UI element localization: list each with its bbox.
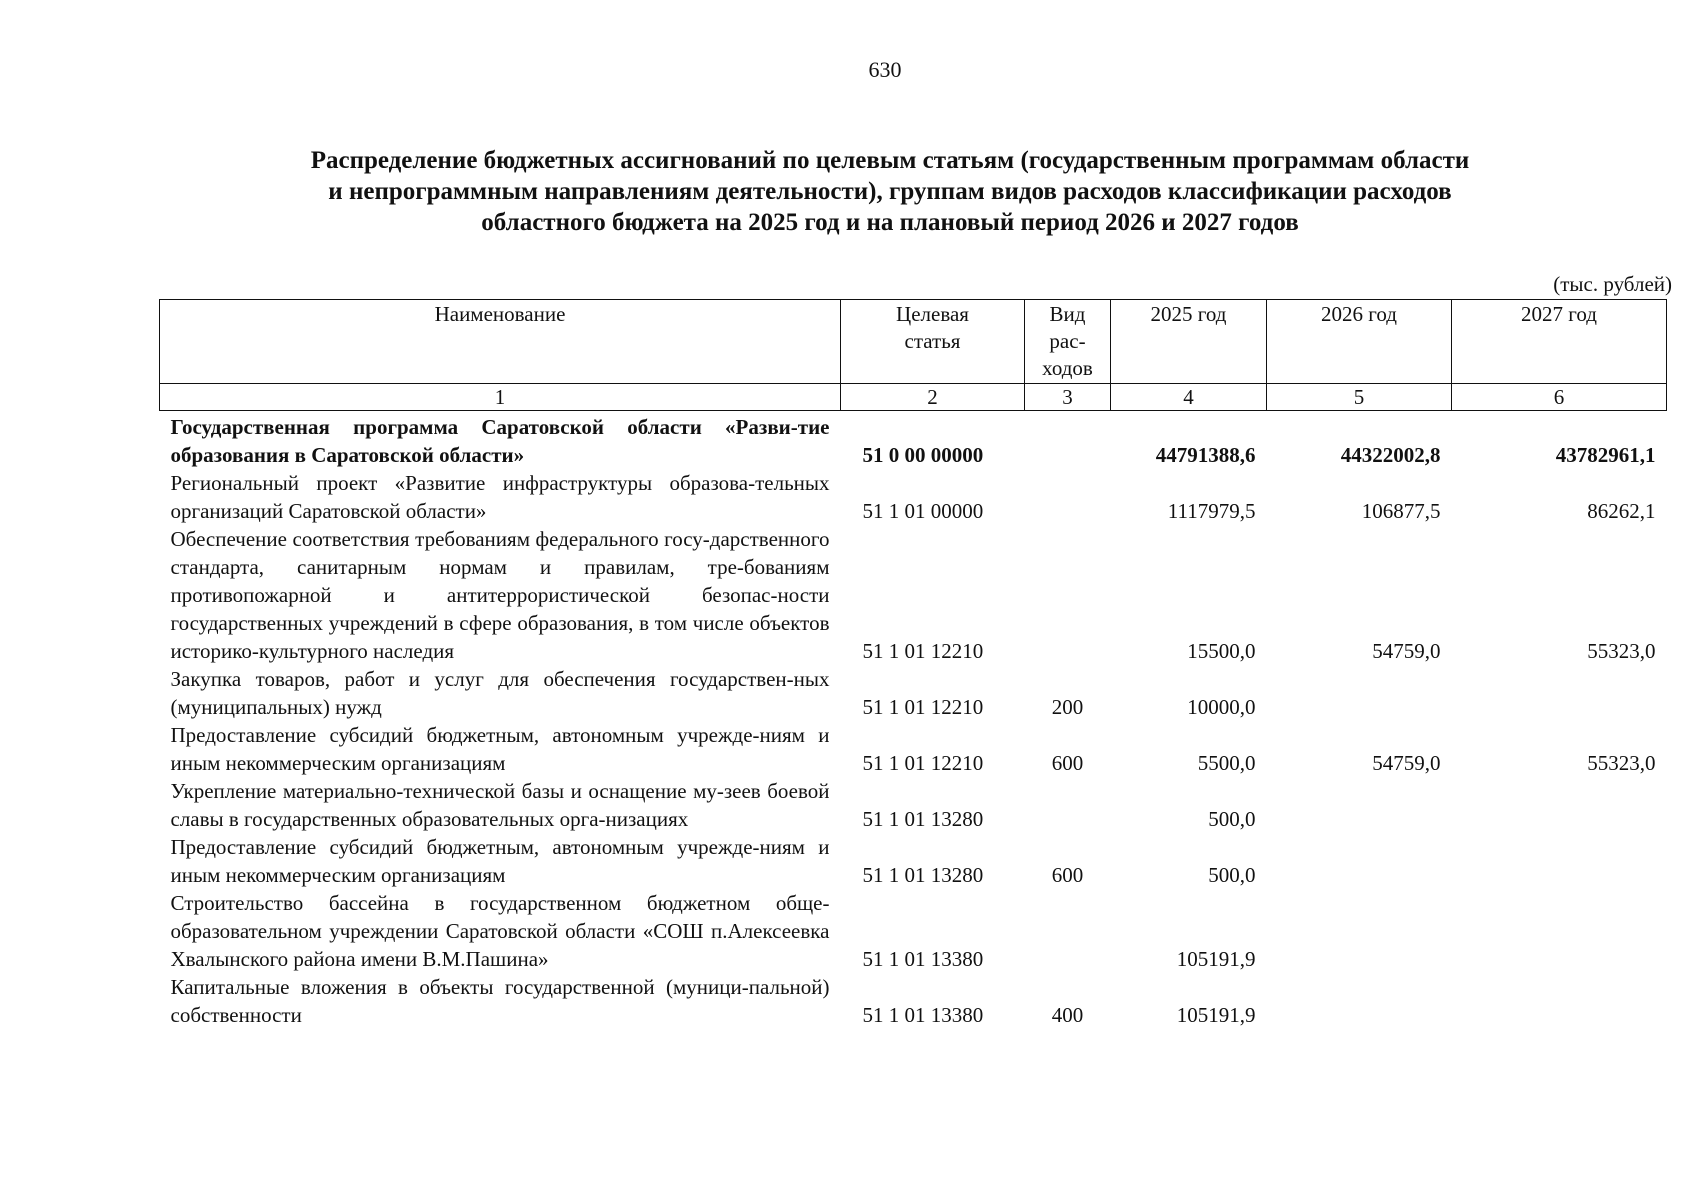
row-amount-2025: 500,0: [1208, 863, 1256, 887]
row-target-article: 51 1 01 12210: [862, 639, 984, 663]
row-target-article: 51 1 01 13280: [862, 863, 984, 887]
row-target-article: 51 1 01 00000: [862, 499, 984, 523]
document-title: [190, 145, 1590, 238]
header-target-line1: Целевая: [896, 302, 969, 326]
row-expense-kind: [1025, 411, 1111, 470]
header-name: Наименование: [160, 300, 841, 384]
table-row: [160, 973, 1667, 1029]
row-amount-2025: 105191,9: [1176, 1003, 1256, 1027]
row-expense-kind: 400: [1051, 1003, 1084, 1027]
title-line-3: областного бюджета на 2025 год и на плановый период 2026 и 2027 годов: [481, 209, 1299, 236]
column-number: 5: [1267, 384, 1452, 411]
row-amount-2026: [1267, 973, 1452, 1029]
header-row: [160, 300, 1667, 384]
header-expense-kind: [1025, 300, 1111, 384]
row-amount-2025: 105191,9: [1176, 947, 1256, 971]
row-amount-2026: 54759,0: [1372, 639, 1441, 663]
row-amount-2025: 1117979,5: [1167, 499, 1256, 523]
row-expense-kind: 200: [1051, 695, 1084, 719]
header-target-line2: статья: [904, 329, 961, 353]
row-target-article: 51 1 01 13380: [862, 1003, 984, 1027]
title-line-2: и непрограммным направлениям деятельности), группам видов расходов классификации расходов: [328, 178, 1452, 205]
row-name: Государственная программа Саратовской области «Разви-тие образования в Саратовской области»: [170, 415, 830, 467]
row-expense-kind: [1025, 525, 1111, 665]
row-amount-2026: 54759,0: [1372, 751, 1441, 775]
row-expense-kind: 600: [1051, 751, 1084, 775]
column-number: 3: [1025, 384, 1111, 411]
row-expense-kind: [1025, 777, 1111, 833]
row-amount-2026: 106877,5: [1361, 499, 1441, 523]
table-row: [160, 777, 1667, 833]
row-target-article: 51 1 01 12210: [862, 695, 984, 719]
column-number-row: [160, 384, 1667, 411]
header-kind-line2: рас-: [1049, 329, 1086, 353]
header-2025: 2025 год: [1111, 300, 1267, 384]
row-name: Строительство бассейна в государственном бюджетном обще-образовательном учреждении Саратовской области «СОШ п.Алексеевка Хвалынского района имени В.М.Пашина»: [170, 891, 830, 971]
row-amount-2027: [1452, 665, 1667, 721]
row-amount-2025: 15500,0: [1187, 639, 1256, 663]
table-row: [160, 469, 1667, 525]
row-name: Предоставление субсидий бюджетным, автономным учрежде-ниям и иным некоммерческим организациям: [170, 835, 830, 887]
row-target-article: 51 0 00 00000: [862, 443, 984, 467]
row-amount-2027: [1452, 889, 1667, 973]
table-row: [160, 889, 1667, 973]
page-number: 630: [868, 57, 902, 82]
table-row: [160, 721, 1667, 777]
header-2026: 2026 год: [1267, 300, 1452, 384]
header-target-article: [841, 300, 1025, 384]
row-amount-2025: 5500,0: [1197, 751, 1256, 775]
header-2027: 2027 год: [1452, 300, 1667, 384]
row-amount-2027: [1452, 833, 1667, 889]
row-expense-kind: 600: [1051, 863, 1084, 887]
row-expense-kind: [1025, 469, 1111, 525]
row-amount-2027: 55323,0: [1587, 639, 1656, 663]
row-target-article: 51 1 01 13280: [862, 807, 984, 831]
row-name: Капитальные вложения в объекты государственной (муници-пальной) собственности: [170, 975, 830, 1027]
row-name: Закупка товаров, работ и услуг для обеспечения государствен-ных (муниципальных) нужд: [170, 667, 830, 719]
column-number: 4: [1111, 384, 1267, 411]
row-expense-kind: [1025, 889, 1111, 973]
column-number: 1: [160, 384, 841, 411]
row-name: Укрепление материально-технической базы и оснащение му-зеев боевой славы в государственных образовательных орга-низациях: [170, 779, 830, 831]
table-row: [160, 411, 1667, 470]
title-line-1: Распределение бюджетных ассигнований по целевым статьям (государственным программам области: [310, 147, 1470, 174]
table-row: [160, 665, 1667, 721]
row-amount-2027: 55323,0: [1587, 751, 1656, 775]
row-target-article: 51 1 01 13380: [862, 947, 984, 971]
row-amount-2027: [1452, 777, 1667, 833]
row-name: Обеспечение соответствия требованиям федерального госу-дарственного стандарта, санитарным нормам и правилам, тре-бованиям противопожарной и антитеррористической безопас-ности государственных учреждений в сфере образования, в том числе объектов историко-культурного наследия: [170, 527, 830, 663]
units-label: (тыс. рублей): [1553, 272, 1672, 296]
header-kind-line3: ходов: [1042, 356, 1093, 380]
column-number: 2: [841, 384, 1025, 411]
row-amount-2025: 44791388,6: [1155, 443, 1256, 467]
row-amount-2027: [1452, 973, 1667, 1029]
row-amount-2026: [1267, 665, 1452, 721]
header-kind-line1: Вид: [1049, 302, 1086, 326]
column-number: 6: [1452, 384, 1667, 411]
row-amount-2026: [1267, 777, 1452, 833]
row-target-article: 51 1 01 12210: [862, 751, 984, 775]
row-name: Предоставление субсидий бюджетным, автономным учрежде-ниям и иным некоммерческим организациям: [170, 723, 830, 775]
table-row: [160, 833, 1667, 889]
row-name: Региональный проект «Развитие инфраструктуры образова-тельных организаций Саратовской области»: [170, 471, 830, 523]
budget-table: [159, 299, 1667, 1029]
row-amount-2025: 500,0: [1208, 807, 1256, 831]
row-amount-2026: [1267, 833, 1452, 889]
row-amount-2027: 43782961,1: [1555, 443, 1656, 467]
row-amount-2027: 86262,1: [1587, 499, 1656, 523]
row-amount-2025: 10000,0: [1187, 695, 1256, 719]
row-amount-2026: [1267, 889, 1452, 973]
table-row: [160, 525, 1667, 665]
row-amount-2026: 44322002,8: [1340, 443, 1441, 467]
